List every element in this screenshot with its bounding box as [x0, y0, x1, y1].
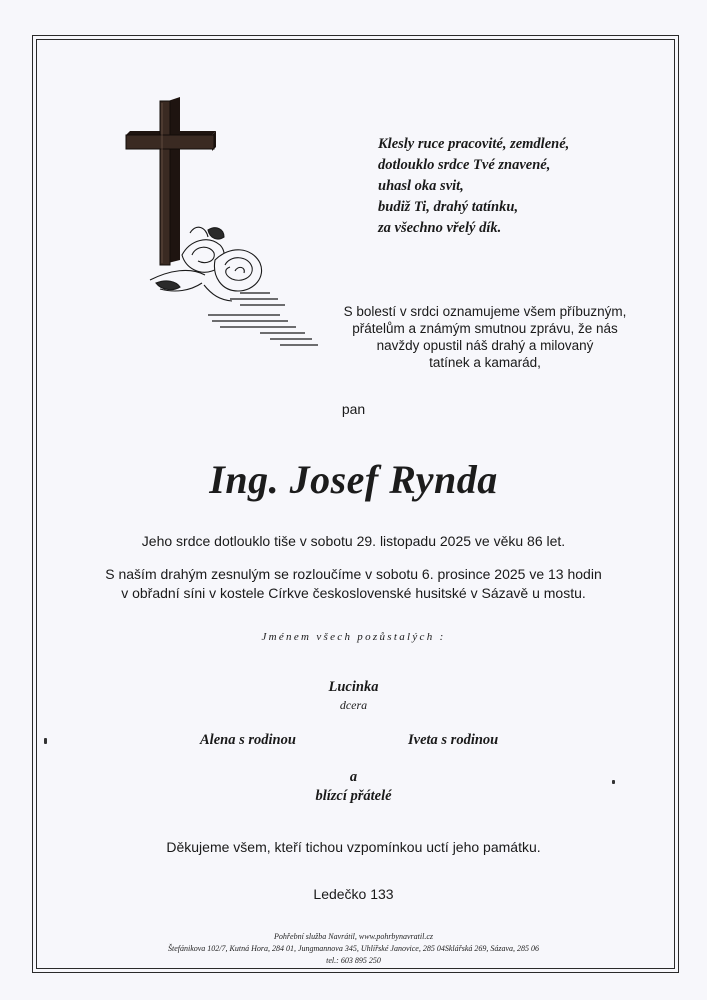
poem-line: Klesly ruce pracovité, zemdlené, [378, 136, 570, 152]
announcement-line: tatínek a kamarád, [429, 355, 541, 370]
mourner-left: Alena s rodinou [200, 732, 296, 748]
funeral-line: S naším drahým zesnulým se rozloučíme v sobotu 6. prosince 2025 ve 13 hodin [105, 566, 602, 582]
cross-with-roses-icon [120, 95, 325, 355]
announcement [325, 303, 645, 371]
mourner-friends: blízcí přátelé [315, 788, 392, 804]
footer-line: Pohřební služba Navrátil, www.pohrbynavratil.cz [274, 932, 433, 941]
mourner-first-relation: dcera [339, 698, 368, 712]
announcement-line: S bolestí v srdci oznamujeme všem příbuzným, [343, 304, 627, 319]
footer-line: tel.: 603 895 250 [326, 956, 381, 965]
funeral-info [0, 565, 707, 603]
announcement-line: navždy opustil náš drahý a milovaný [376, 338, 594, 353]
on-behalf-label: Jménem všech pozůstalých : [261, 631, 446, 643]
poem [378, 134, 569, 239]
scan-speck [44, 738, 47, 744]
address: Ledečko 133 [313, 886, 394, 902]
mourner-conjunction: a [349, 769, 358, 785]
mourner-first-name: Lucinka [328, 679, 379, 695]
footer-line: Štefánikova 102/7, Kutná Hora, 284 01, Jungmannova 345, Uhlířské Janovice, 285 04Sklářská 269, Sázava, 285 06 [167, 944, 540, 953]
thanks-text: Děkujeme všem, kteří tichou vzpomínkou uctí jeho památku. [166, 839, 541, 855]
mourner-right: Iveta s rodinou [408, 732, 499, 748]
salutation: pan [341, 401, 366, 417]
announcement-line: přátelům a známým smutnou zprávu, že nás [352, 321, 618, 336]
funeral-line: v obřadní síni v kostele Církve československé husitské v Sázavě u mostu. [121, 585, 586, 601]
scan-speck [612, 780, 615, 784]
poem-line: za všechno vřelý dík. [378, 220, 502, 236]
deceased-name: Ing. Josef Rynda [209, 457, 498, 502]
poem-line: dotlouklo srdce Tvé znavené, [378, 157, 551, 173]
poem-line: uhasl oka svit, [378, 178, 464, 194]
death-notice: Jeho srdce dotlouklo tiše v sobotu 29. listopadu 2025 ve věku 86 let. [141, 533, 566, 549]
poem-line: budiž Ti, drahý tatínku, [378, 199, 519, 215]
footer [0, 931, 707, 967]
